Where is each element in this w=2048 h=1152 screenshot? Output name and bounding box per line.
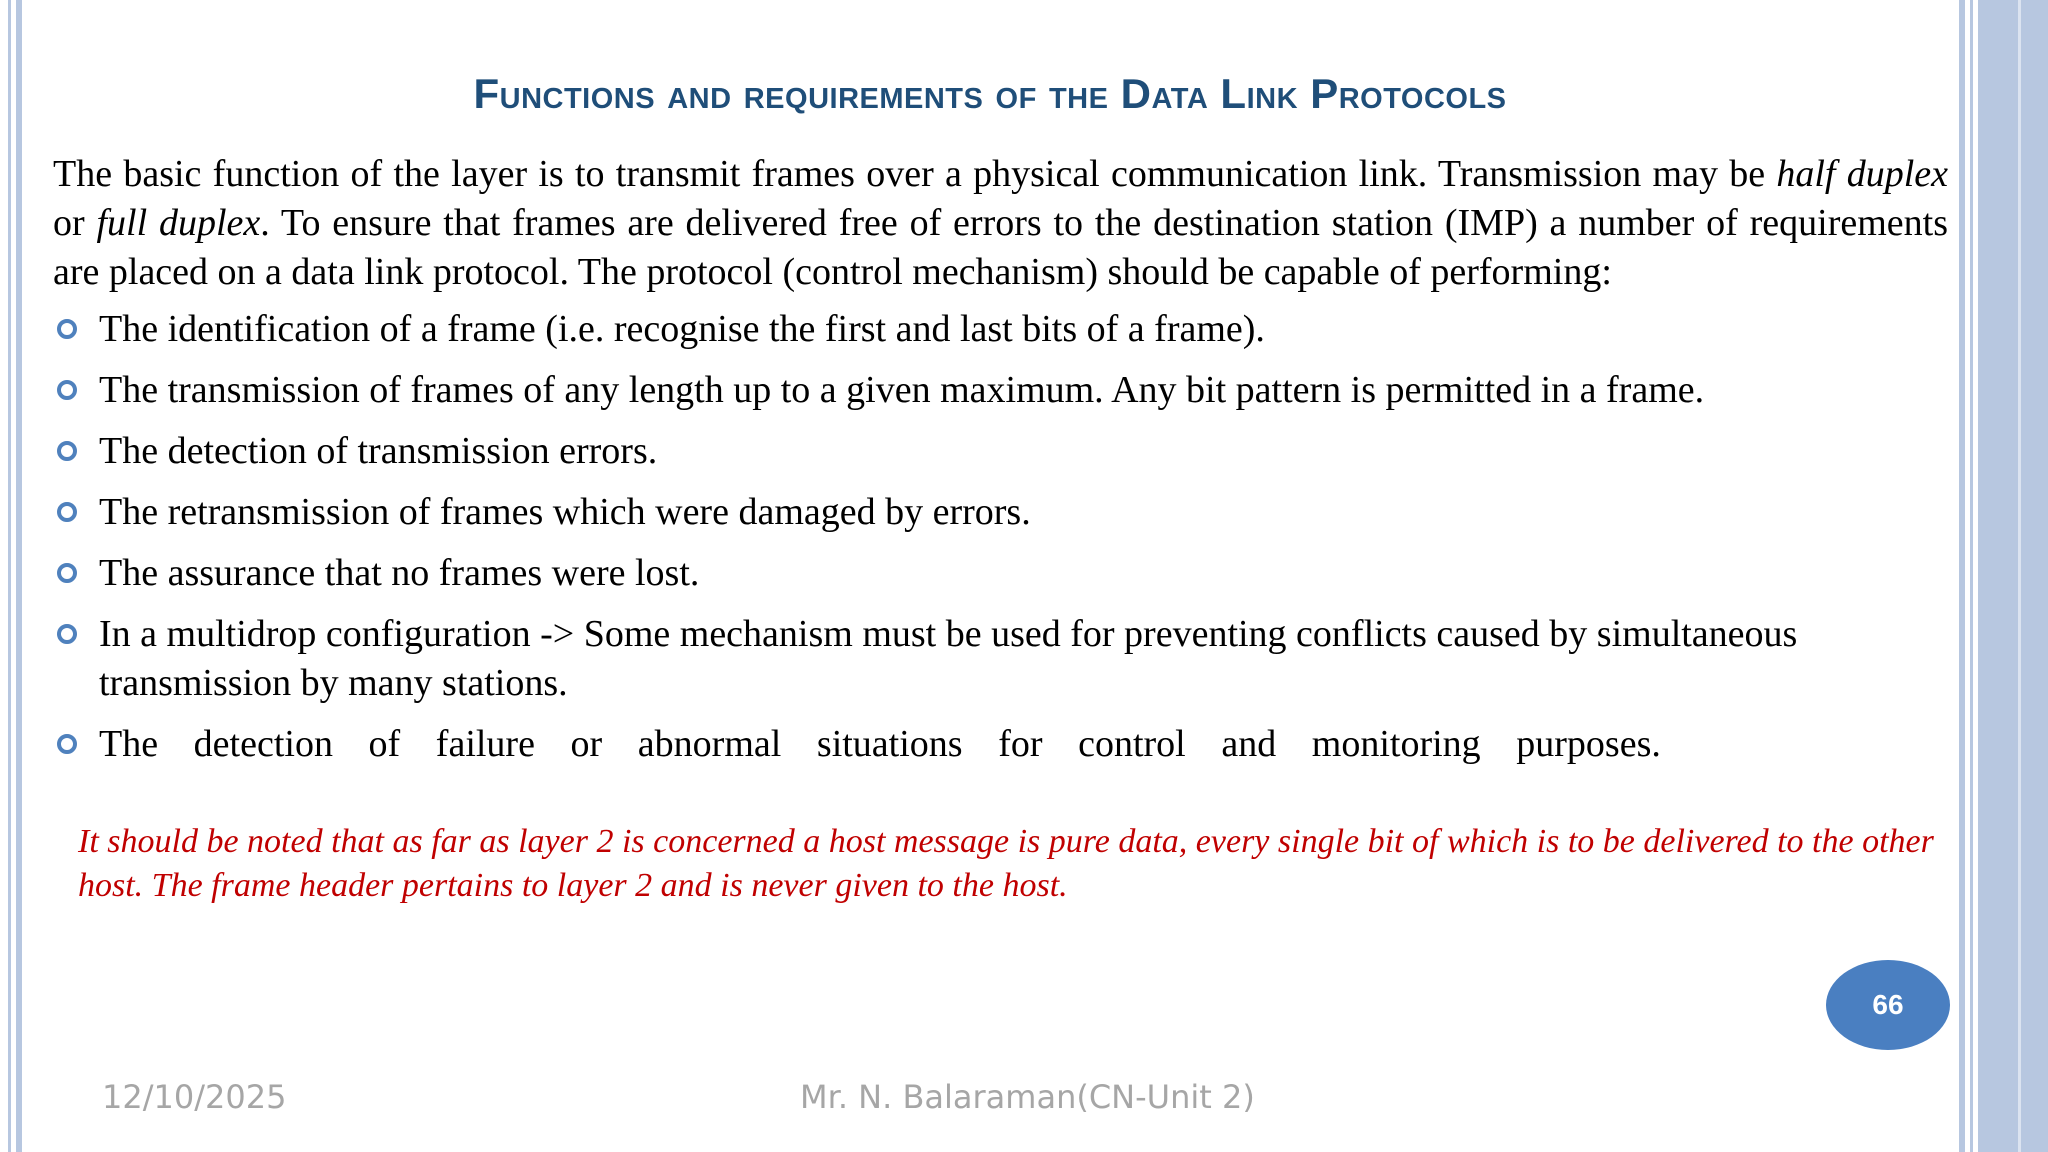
- word: situations: [816, 723, 963, 765]
- list-item-text-spread: [99, 720, 1661, 769]
- intro-full-duplex: full duplex: [96, 202, 261, 244]
- word: purposes.: [1516, 723, 1661, 765]
- list-item: [53, 488, 1953, 537]
- list-item-text: The detection of transmission errors.: [99, 430, 658, 472]
- word: detection: [193, 723, 333, 765]
- left-border-bar: [16, 0, 22, 1152]
- note-text: It should be noted that as far as layer 2 is concerned a host message is pure data, every single bit of which is to be delivered to the other host. The frame header pertains to layer 2 and is never given to the host.: [78, 823, 1934, 904]
- right-band-stripe: [2018, 0, 2021, 1152]
- footer-author: Mr. N. Balaraman(CN-Unit 2): [800, 1078, 1255, 1116]
- intro-text-1: The basic function of the layer is to transmit frames over a physical communication link. Transmission may be: [53, 153, 1777, 195]
- list-item: [53, 427, 1953, 476]
- word: of: [368, 723, 401, 765]
- list-item-text: In a multidrop configuration -> Some mechanism must be used for preventing conflicts caused by simultaneous transmission by many stations.: [99, 613, 1798, 704]
- right-border-line: [1970, 0, 1973, 1152]
- slide-title: Functions and requirements of the Data Link Protocols: [473, 70, 1507, 117]
- word: or: [570, 723, 603, 765]
- page-number-badge: 66: [1826, 960, 1950, 1050]
- word: control: [1078, 723, 1186, 765]
- intro-text-3: . To ensure that frames are delivered free of errors to the destination station (IMP) a number of requirements are placed on a data link protocol. The protocol (control mechanism) should be capable of performing:: [53, 202, 1948, 293]
- bullet-circle-icon: [57, 734, 77, 754]
- list-item-text: The assurance that no frames were lost.: [99, 552, 700, 594]
- intro-half-duplex: half duplex: [1776, 153, 1948, 195]
- bullet-circle-icon: [57, 319, 77, 339]
- list-item-text: The retransmission of frames which were damaged by errors.: [99, 491, 1031, 533]
- word: The: [99, 723, 159, 765]
- right-border-bar: [1959, 0, 1965, 1152]
- requirements-list: [53, 305, 1953, 781]
- word: monitoring: [1311, 723, 1481, 765]
- bullet-circle-icon: [57, 502, 77, 522]
- list-item: [53, 305, 1953, 354]
- word: abnormal: [637, 723, 782, 765]
- bullet-circle-icon: [57, 380, 77, 400]
- word: and: [1221, 723, 1277, 765]
- list-item: [53, 610, 1953, 708]
- intro-text-2: or: [53, 202, 97, 244]
- list-item: [53, 366, 1953, 415]
- footer-date: 12/10/2025: [102, 1078, 287, 1116]
- bullet-circle-icon: [57, 441, 77, 461]
- list-item-text: The transmission of frames of any length up to a given maximum. Any bit pattern is permitted in a frame.: [99, 369, 1705, 411]
- intro-paragraph: [53, 150, 1948, 297]
- left-border-line: [8, 0, 11, 1152]
- list-item-text: The identification of a frame (i.e. recognise the first and last bits of a frame).: [99, 308, 1265, 350]
- right-border-band: [1978, 0, 2048, 1152]
- word: for: [998, 723, 1043, 765]
- list-item: [53, 720, 1953, 769]
- list-item: [53, 549, 1953, 598]
- word: failure: [435, 723, 535, 765]
- bullet-circle-icon: [57, 563, 77, 583]
- bullet-circle-icon: [57, 624, 77, 644]
